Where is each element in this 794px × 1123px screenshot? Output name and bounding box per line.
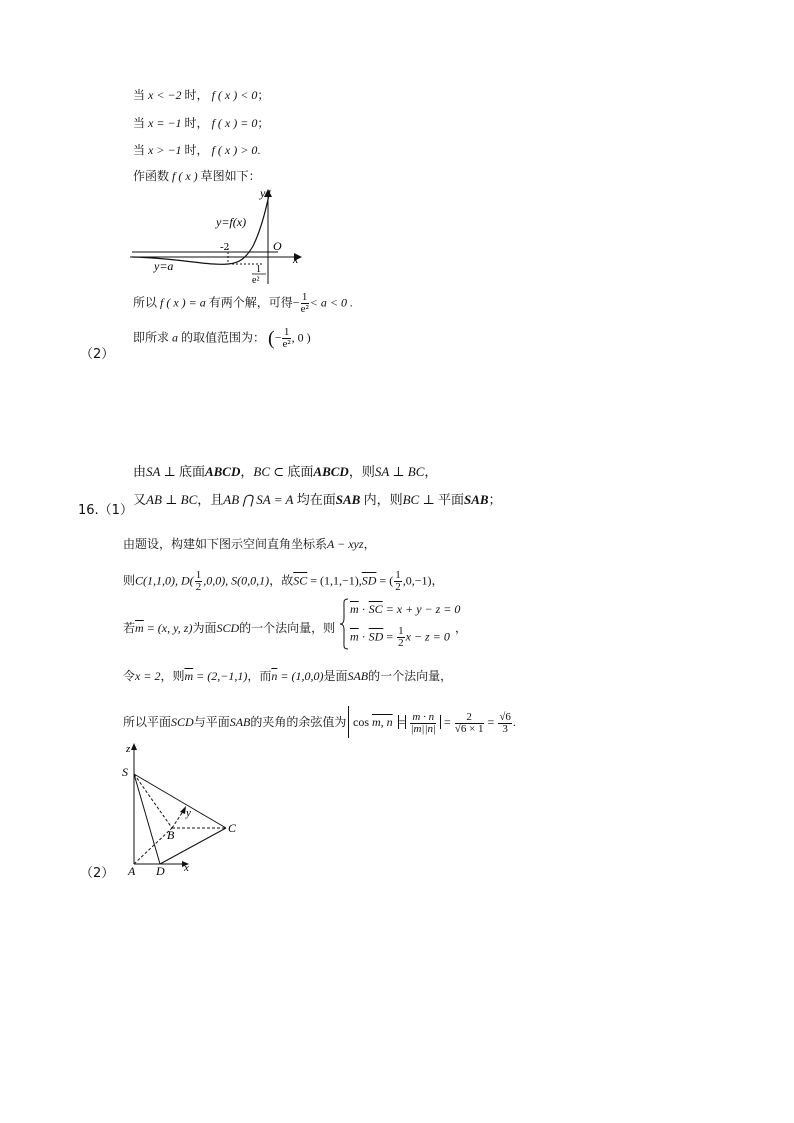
denominator: |m||n| <box>410 722 436 735</box>
numerator: 1 <box>301 291 308 303</box>
math: SCD <box>171 715 194 729</box>
y-axis-label: y <box>186 807 191 819</box>
math: f ( x ) <box>172 169 198 183</box>
numerator: m · n <box>412 710 435 723</box>
text-line-6 <box>133 327 311 350</box>
denominator: 2 <box>395 581 401 593</box>
math: = <box>383 629 397 644</box>
system-end: ， <box>455 621 468 635</box>
math: cos <box>353 715 369 729</box>
vector: $\overline{m}$ <box>350 602 359 616</box>
q16-p2-line4 <box>123 668 452 684</box>
q16-p2-line2 <box>123 570 443 593</box>
text: 时， <box>181 143 209 157</box>
text: ，而 <box>247 669 272 683</box>
math: ,0,−1) <box>402 573 432 588</box>
q16-p2-line1 <box>123 536 376 552</box>
math: SCD <box>216 621 240 635</box>
vector: m, n <box>372 715 393 729</box>
text: 草图如下： <box>200 169 261 183</box>
vector: $\overline{SC}$ <box>368 602 383 616</box>
math: SAB <box>229 715 251 729</box>
fraction <box>397 626 405 649</box>
text: 底面 <box>284 464 314 479</box>
point-d: D <box>156 864 165 876</box>
text: ， <box>363 537 376 551</box>
math: SA ⊥ BC <box>374 464 425 479</box>
vector: $\overline{SD}$ <box>361 573 377 588</box>
text: 令 <box>123 669 136 683</box>
fraction <box>498 712 512 735</box>
vector: $\overline{SC}$ <box>293 573 308 588</box>
text: 当 <box>133 116 146 130</box>
math: = (x, y, z) <box>143 621 193 635</box>
x-axis-label: x <box>293 252 299 266</box>
text: 均在面 <box>293 492 336 507</box>
math: AB ⋂ SA = A <box>223 492 294 507</box>
math: f ( x ) > 0 <box>211 143 258 157</box>
brace-icon <box>339 598 349 650</box>
part-label: （2） <box>80 866 115 881</box>
math: = (1,1,−1), <box>307 573 362 588</box>
math: AB ⊥ BC <box>146 492 198 507</box>
min-denominator: e² <box>252 275 260 286</box>
cos-expression <box>348 706 516 738</box>
math: , 0 ) <box>291 330 311 345</box>
q16-p1-line1 <box>133 464 437 480</box>
text: 的一个法向量，则 <box>239 621 336 635</box>
math: ABCD <box>313 464 349 479</box>
math: x > −1 <box>148 143 182 157</box>
text: ，则 <box>160 669 185 683</box>
math: BC ⊥ <box>402 492 435 507</box>
vector: $\overline{m}$ <box>135 621 144 635</box>
denominator: 2 <box>398 637 404 649</box>
math: = ( <box>376 573 394 588</box>
numerator: 1 <box>283 326 290 338</box>
fraction <box>301 292 309 315</box>
question-number: 16.（1） <box>78 503 133 518</box>
math: x = −1 <box>148 116 182 130</box>
point-s: S <box>122 765 128 779</box>
q16-p2-line5 <box>123 714 346 730</box>
math: SAB <box>463 492 489 507</box>
point-b: B <box>167 828 175 842</box>
text: ， <box>424 464 438 479</box>
math: x < −2 <box>148 88 182 102</box>
text: 当 <box>133 143 146 157</box>
vector: $\overline{m}$ <box>350 629 359 644</box>
math: f ( x ) < 0 <box>211 88 258 102</box>
curve-label: y=f(x) <box>216 215 247 229</box>
text-line-3 <box>133 142 260 158</box>
text: ，则 <box>348 464 375 479</box>
math: x − z = 0 <box>405 629 450 644</box>
numerator: 1 <box>395 569 401 581</box>
text: ； <box>257 88 270 102</box>
text: 当 <box>133 88 146 102</box>
math: = x + y − z = 0 <box>382 602 461 616</box>
numerator: √6 <box>499 710 511 723</box>
numerator: 1 <box>195 569 202 581</box>
denominator: 3 <box>502 722 508 735</box>
math: SAB <box>347 669 369 683</box>
text: 由题设，构建如下图示空间直角坐标系 <box>123 537 328 551</box>
text: 为面 <box>192 621 217 635</box>
math: A − xyz <box>327 537 364 551</box>
fraction <box>394 570 402 593</box>
z-axis-label: z <box>126 743 131 755</box>
system-eq-2: $\overline{m} \cdot \overline{SD}$ = $\frac{1}{2}$ x − z = 0 <box>350 625 450 649</box>
numerator: 2 <box>455 712 484 724</box>
origin-label: O <box>273 239 282 253</box>
text: . <box>257 143 261 157</box>
text: ； <box>257 116 270 130</box>
vector: $\overline{m}$ <box>184 669 194 683</box>
point-c: C <box>228 821 237 835</box>
denominator: e² <box>282 338 291 350</box>
math: . <box>512 715 516 729</box>
math: BC ⊂ <box>253 464 285 479</box>
math: C(1,1,0), D( <box>135 573 194 588</box>
text: 所以 <box>133 295 158 310</box>
math: SAB <box>335 492 361 507</box>
denominator: 2 <box>195 581 202 593</box>
math: = <box>444 715 451 729</box>
point-a: A <box>128 864 136 876</box>
text: 又 <box>133 492 147 507</box>
vector: $\overline{SD}$ <box>368 629 384 644</box>
math: ,0,0), S(0,0,1) <box>203 573 270 588</box>
math: < a < 0 . <box>309 295 353 310</box>
tick-label: -2 <box>220 241 230 253</box>
text: 平面 <box>434 492 464 507</box>
text: ，且 <box>197 492 224 507</box>
fraction <box>410 712 436 735</box>
text-line-4 <box>133 168 261 184</box>
math: a <box>172 330 179 345</box>
text: 的夹角的余弦值为 <box>250 715 347 729</box>
math: = (2,−1,1) <box>193 669 248 683</box>
text: 则 <box>123 573 136 588</box>
q16-p2-line3 <box>123 620 335 636</box>
math: f ( x ) = a <box>160 295 206 310</box>
fraction <box>195 570 203 593</box>
math: x = 2 <box>135 669 161 683</box>
text: ； <box>488 492 502 507</box>
math: − <box>274 330 282 345</box>
math: SA ⊥ <box>146 464 176 479</box>
line-label: y=a <box>154 259 174 273</box>
vector: $\overline{n}$ <box>271 669 278 683</box>
math: f ( x ) = 0 <box>211 116 258 130</box>
text-line-1 <box>133 87 269 103</box>
text: 时， <box>181 116 209 130</box>
min-numerator: 1 <box>256 264 261 275</box>
y-axis-label: y <box>260 186 266 200</box>
text: 若 <box>123 621 136 635</box>
part-label: （2） <box>80 347 115 362</box>
text-line-5 <box>133 292 353 315</box>
math: = <box>487 715 495 729</box>
denominator: √6 × 1 <box>454 722 484 735</box>
math: = (1,0,0) <box>277 669 324 683</box>
math: − <box>292 295 300 310</box>
math: = <box>398 715 406 729</box>
text: 所以平面 <box>123 715 172 729</box>
text: 底面 <box>175 464 205 479</box>
text: 的取值范围为： <box>178 330 266 345</box>
text: ，故 <box>269 573 294 588</box>
text: ， <box>240 464 254 479</box>
fraction <box>455 712 484 735</box>
text-line-2 <box>133 115 269 131</box>
text: 是面 <box>323 669 348 683</box>
system-eq-1: $\overline{m} \cdot \overline{SC} = x + y - z = 0$ <box>350 602 461 616</box>
text: 作函数 <box>133 169 170 183</box>
fraction <box>282 327 290 350</box>
text: 与平面 <box>193 715 230 729</box>
text: 由 <box>133 464 147 479</box>
text: 有两个解，可得 <box>205 295 293 310</box>
numerator: 1 <box>398 625 404 637</box>
text: 时， <box>181 88 209 102</box>
function-graph <box>128 186 312 286</box>
x-axis-label: x <box>184 862 189 874</box>
pyramid-figure <box>120 740 240 876</box>
math: ABCD <box>204 464 241 479</box>
text: 内，则 <box>360 492 403 507</box>
text: 即所求 <box>133 330 170 345</box>
text: ， <box>431 573 444 588</box>
q16-p1-line2 <box>133 492 502 508</box>
denominator: e² <box>300 303 309 315</box>
text: 的一个法向量， <box>368 669 453 683</box>
paren: ( <box>268 327 275 350</box>
